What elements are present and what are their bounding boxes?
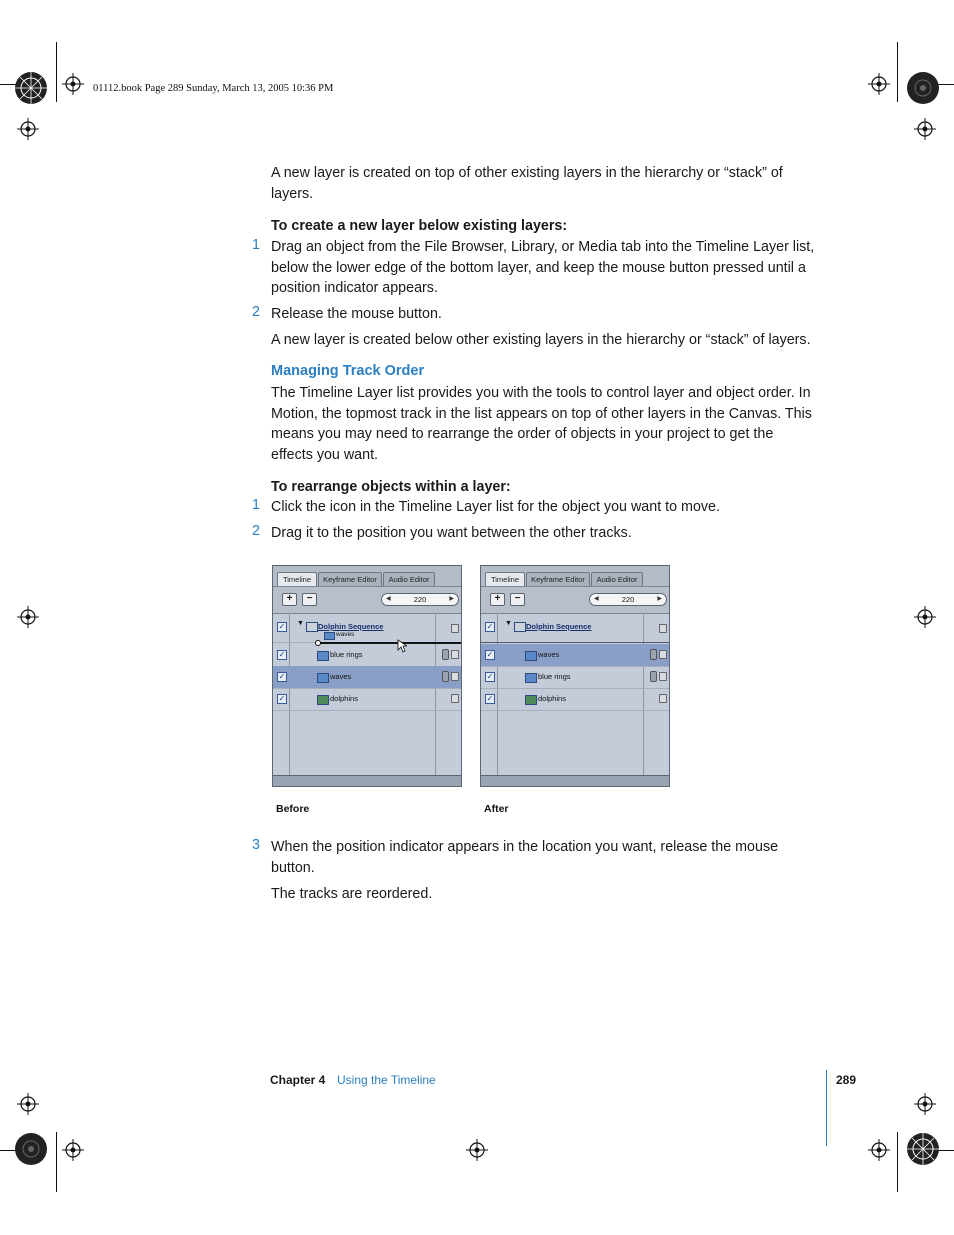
crosshair-icon [466,1139,488,1161]
remove-icon[interactable]: − [302,593,317,606]
image-layer-icon [525,673,537,683]
step-result: The tracks are reordered. [271,886,433,902]
crosshair-icon [914,118,936,140]
timeline-footer-bar [273,775,461,786]
mask-icon [650,649,657,660]
crosshair-icon [62,1139,84,1161]
layer-name: dolphins [538,694,566,703]
drag-label: waves [336,631,355,638]
add-icon[interactable]: + [282,593,297,606]
layer-toolbar [481,587,669,614]
procedure-title: To rearrange objects within a layer: [271,479,511,495]
book-header-meta: 01112.book Page 289 Sunday, March 13, 2005 10:36 PM [93,83,334,94]
drag-image-icon [324,632,335,640]
lock-icon[interactable] [659,672,667,681]
step-number: 2 [252,304,260,320]
layer-name: dolphins [330,694,358,703]
crosshair-icon [914,606,936,628]
checkbox-icon[interactable]: ✓ [278,622,286,631]
figure-caption-before: Before [276,803,310,815]
crosshair-icon [62,73,84,95]
layer-row-selected[interactable] [273,666,461,689]
step-text: Click the icon in the Timeline Layer list for the object you want to move. [271,499,720,515]
tab-bar [481,566,669,587]
frame-field[interactable]: ◀ 220 ▶ [381,593,459,606]
image-layer-icon [525,651,537,661]
crosshair-icon [868,73,890,95]
tab-bar [273,566,461,587]
step-text: When the position indicator appears in the location you want, release the mouse button. [271,839,779,876]
image-layer-icon [317,651,329,661]
tab-audio-editor[interactable]: Audio Editor [383,572,435,586]
section-heading: Managing Track Order [271,363,425,379]
add-icon[interactable]: + [490,593,505,606]
layer-name: waves [538,650,560,659]
tab-timeline[interactable]: Timeline [277,572,317,586]
step-text: Drag an object from the File Browser, Library, or Media tab into the Timeline Layer list, below the lower edge of the bottom layer, and keep the mouse button pressed until a position indicator appears. [271,239,815,296]
lock-icon[interactable] [659,694,667,703]
crosshair-icon [868,1139,890,1161]
registration-wheel-icon [906,1132,940,1166]
layer-toolbar [273,587,461,614]
crosshair-icon [17,118,39,140]
checkbox-icon[interactable]: ✓ [486,672,494,681]
step-result: A new layer is created below other existing layers in the hierarchy or “stack” of layers. [271,332,811,348]
mask-icon [442,671,449,682]
tab-keyframe-editor[interactable]: Keyframe Editor [526,572,590,586]
image-layer-icon [525,695,537,705]
page-number: 289 [836,1073,857,1087]
step-text: Release the mouse button. [271,306,442,322]
footer-chapter-title[interactable]: Using the Timeline [337,1073,436,1087]
group-icon [514,622,526,632]
procedure-title: To create a new layer below existing layers: [271,218,568,234]
checkbox-icon[interactable]: ✓ [278,694,286,703]
mask-icon [650,671,657,682]
footer-chapter-label: Chapter 4 [270,1073,326,1087]
layer-name: Dolphin Sequence [318,622,384,631]
layer-row[interactable] [273,644,461,667]
crosshair-icon [17,606,39,628]
crosshair-icon [17,1093,39,1115]
lock-icon[interactable] [451,672,459,681]
layer-row[interactable] [273,688,461,711]
checkbox-icon[interactable]: ✓ [278,650,286,659]
frame-field-value: 220 [621,595,635,604]
layer-row[interactable] [481,666,669,689]
lock-icon[interactable] [451,624,459,633]
frame-field-value: 220 [413,595,427,604]
footer-divider [826,1070,827,1146]
intro-paragraph: A new layer is created on top of other existing layers in the hierarchy or “stack” of layers. [271,165,783,202]
layer-row-group[interactable] [273,614,461,643]
figure-caption-after: After [484,803,509,815]
section-paragraph: The Timeline Layer list provides you with the tools to control layer and object order. In Motion, the topmost track in the list appears on top of other layers in the Canvas. This means you may need to rearrange the order of objects in your project to get the effects you want. [271,385,812,463]
crosshair-icon [914,1093,936,1115]
registration-wheel-icon [906,71,940,105]
lock-icon[interactable] [659,624,667,633]
image-layer-icon [317,673,329,683]
lock-icon[interactable] [451,694,459,703]
step-number: 1 [252,237,260,253]
checkbox-icon[interactable]: ✓ [486,650,494,659]
lock-icon[interactable] [451,650,459,659]
layer-name: blue rings [538,672,571,681]
lock-icon[interactable] [659,650,667,659]
tab-keyframe-editor[interactable]: Keyframe Editor [318,572,382,586]
image-layer-icon [317,695,329,705]
tab-timeline[interactable]: Timeline [485,572,525,586]
layer-name: blue rings [330,650,363,659]
layer-name: waves [330,672,352,681]
group-icon [306,622,318,632]
checkbox-icon[interactable]: ✓ [486,622,494,631]
timeline-screenshot-after [480,565,670,787]
step-number: 1 [252,497,260,513]
layer-name: Dolphin Sequence [526,622,592,631]
tab-audio-editor[interactable]: Audio Editor [591,572,643,586]
layer-row-group[interactable] [481,614,669,643]
step-number: 3 [252,837,260,853]
timeline-footer-bar [481,775,669,786]
mask-icon [442,649,449,660]
step-text: Drag it to the position you want between the other tracks. [271,525,632,541]
disclosure-triangle-icon[interactable]: ▼ [505,620,512,627]
timeline-screenshot-before [272,565,462,787]
registration-wheel-icon [14,71,48,105]
disclosure-triangle-icon[interactable]: ▼ [297,620,304,627]
checkbox-icon[interactable]: ✓ [486,694,494,703]
remove-icon[interactable]: − [510,593,525,606]
frame-field[interactable]: ◀ 220 ▶ [589,593,667,606]
registration-wheel-icon [14,1132,48,1166]
step-number: 2 [252,523,260,539]
layer-row[interactable] [481,688,669,711]
checkbox-icon[interactable]: ✓ [278,672,286,681]
layer-row-selected[interactable] [481,644,669,667]
